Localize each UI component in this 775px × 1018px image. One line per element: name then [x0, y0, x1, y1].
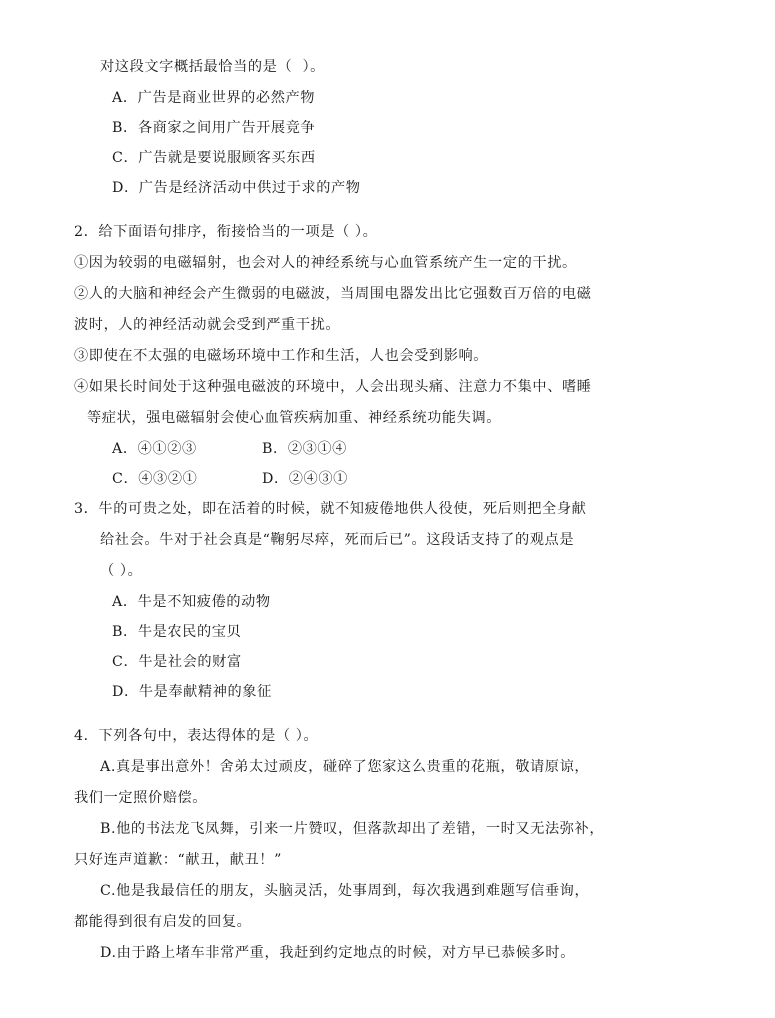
- q4-option-d[interactable]: [74, 938, 701, 969]
- q2-statement-2: ②人的大脑和神经会产生微弱的电磁波，当周围电器发出比它强数百万倍的电磁: [74, 286, 592, 302]
- q1-stem: 对这段文字概括最恰当的是（ ）。: [100, 59, 325, 75]
- q2-option-d[interactable]: D．②④③①: [262, 471, 348, 487]
- question-4: [74, 721, 701, 969]
- q4-option-a-line-1: A.真是事出意外！舍弟太过顽皮，碰碎了您家这么贵重的花瓶，敬请原谅，: [100, 759, 590, 775]
- spacer: [74, 203, 701, 217]
- q2-statement-1: ①因为较弱的电磁辐射，也会对人的神经系统与心血管系统产生一定的干扰。: [74, 255, 577, 271]
- q2-statement-2-cont: 波时，人的神经活动就会受到严重干扰。: [74, 317, 341, 333]
- q4-option-b-line-1: B.他的书法龙飞凤舞，引来一片赞叹，但落款却出了差错，一时又无法弥补，: [100, 821, 605, 837]
- q3-option-c[interactable]: C．牛是社会的财富: [112, 654, 242, 670]
- q4-option-c[interactable]: [74, 876, 701, 938]
- q1-option-d[interactable]: D．广告是经济活动中供过于求的产物: [112, 180, 361, 196]
- q2-statement-4-cont: 等症状，强电磁辐射会使心血管疾病加重、神经系统功能失调。: [87, 410, 502, 426]
- q2-option-a[interactable]: A．④①②③: [112, 441, 197, 457]
- q3-option-b[interactable]: B．牛是农民的宝贝: [112, 624, 242, 640]
- q1-option-c[interactable]: C．广告就是要说服顾客买东西: [112, 150, 316, 166]
- q3-option-d[interactable]: D．牛是奉献精神的象征: [112, 684, 272, 700]
- q2-option-c[interactable]: C．④③②①: [112, 471, 198, 487]
- q4-option-a[interactable]: [74, 752, 701, 814]
- q3-stem-line-2: 给社会。牛对于社会真是“鞠躬尽瘁，死而后已”。这段话支持了的观点是: [100, 532, 575, 548]
- q4-option-b-line-2: 只好连声道歉：“献丑，献丑！”: [74, 852, 282, 868]
- q3-stem-line-1: 3．牛的可贵之处，即在活着的时候，就不知疲倦地供人役使，死后则把全身献: [74, 501, 587, 517]
- q2-statement-4: ④如果长时间处于这种强电磁波的环境中，人会出现头痛、注意力不集中、嗜睡: [74, 379, 592, 395]
- q1-option-b[interactable]: B．各商家之间用广告开展竞争: [112, 120, 316, 136]
- q2-option-b[interactable]: B．②③①④: [262, 441, 347, 457]
- q2-options-row-1: [74, 434, 701, 464]
- question-2: [74, 217, 701, 494]
- q4-stem: 4．下列各句中，表达得体的是（ ）。: [74, 728, 319, 744]
- q4-option-a-line-2: 我们一定照价赔偿。: [74, 790, 208, 806]
- q3-stem-line-3: （ ）。: [100, 563, 143, 579]
- q4-option-b[interactable]: [74, 814, 701, 876]
- q4-option-c-line-2: 都能得到很有启发的回复。: [74, 914, 252, 930]
- question-1: [74, 52, 701, 203]
- q2-statement-3: ③即使在不太强的电磁场环境中工作和生活，人也会受到影响。: [74, 348, 489, 364]
- q4-option-d-line-1: D.由于路上堵车非常严重，我赶到约定地点的时候，对方早已恭候多时。: [100, 945, 575, 961]
- q4-option-c-line-1: C.他是我最信任的朋友，头脑灵活，处事周到，每次我遇到难题写信垂询，: [100, 883, 590, 899]
- q1-option-a[interactable]: A．广告是商业世界的必然产物: [112, 90, 316, 106]
- q3-option-a[interactable]: A．牛是不知疲倦的动物: [112, 594, 271, 610]
- q2-stem: 2．给下面语句排序，衔接恰当的一项是（ ）。: [74, 224, 378, 240]
- spacer: [74, 707, 701, 721]
- q2-options-row-2: [74, 464, 701, 494]
- question-3: [74, 494, 701, 707]
